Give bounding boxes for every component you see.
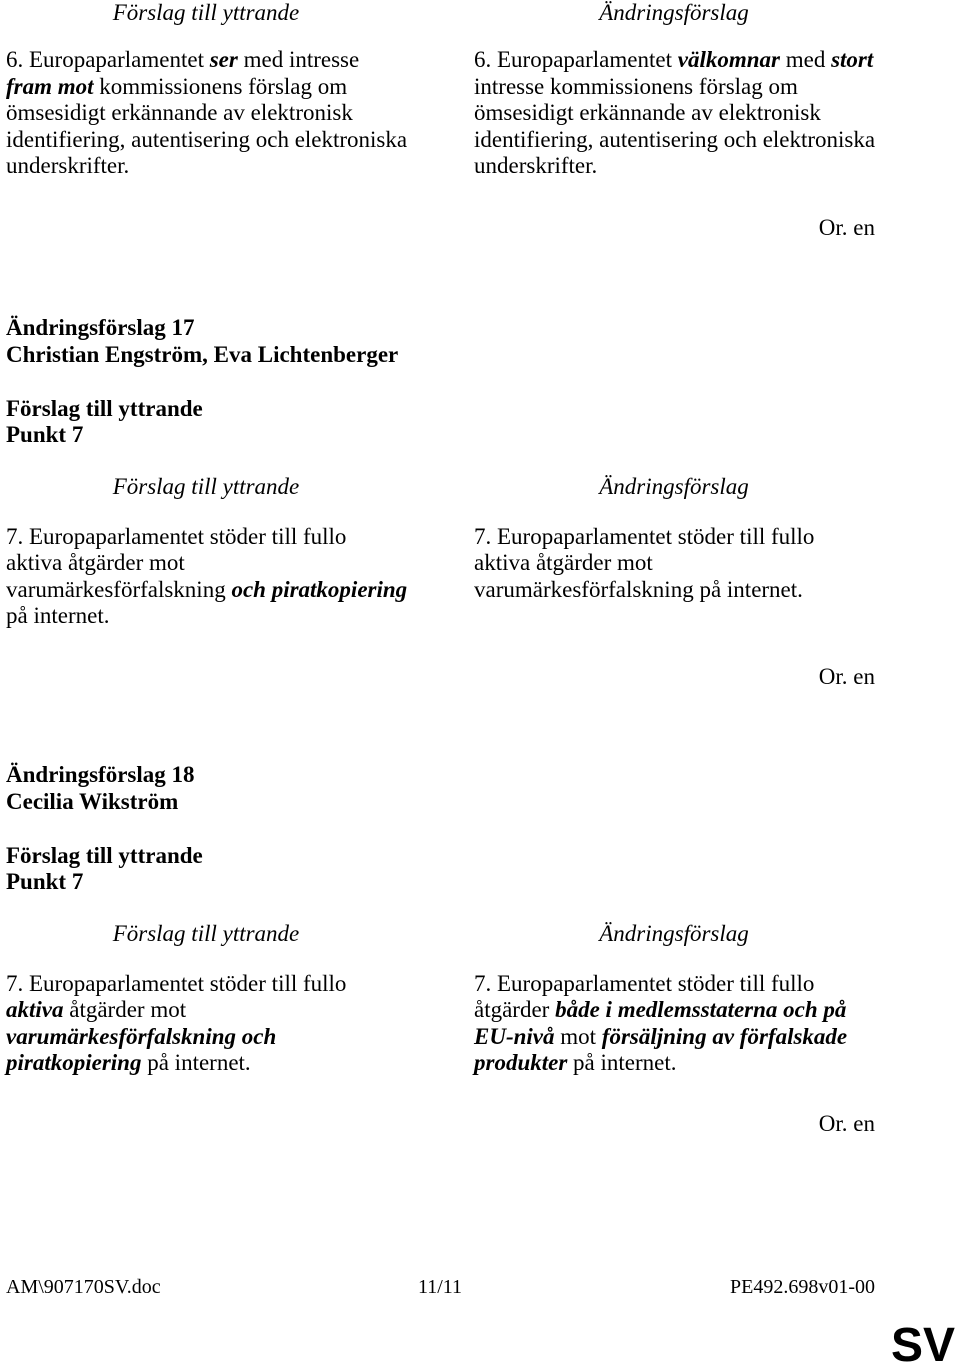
original-text xyxy=(6,971,406,1077)
text-line xyxy=(6,524,406,551)
text-segment: aktiva åtgärder mot xyxy=(474,550,653,575)
text-line xyxy=(6,127,406,154)
amendment-authors: Christian Engström, Eva Lichtenberger xyxy=(6,341,399,367)
text-line xyxy=(474,550,874,577)
language-code: SV xyxy=(890,1319,955,1372)
amendment-authors: Cecilia Wikström xyxy=(6,788,179,814)
amended-text: stort xyxy=(831,47,874,72)
column-header-amendment: Ändringsförslag xyxy=(599,473,749,499)
original-language: Or. en xyxy=(818,215,875,240)
text-segment: på internet. xyxy=(141,1050,251,1075)
text-line xyxy=(474,47,874,74)
text-line xyxy=(474,100,874,127)
text-segment: underskrifter. xyxy=(6,153,130,178)
amended-text: EU-nivå xyxy=(474,1023,555,1049)
text-segment: 6. Europaparlamentet xyxy=(6,47,210,72)
text-line xyxy=(474,524,874,551)
original-language: Or. en xyxy=(818,664,875,689)
amended-text: både i medlemsstaterna och på xyxy=(555,997,847,1022)
amended-text: varumärkesförfalskning och xyxy=(6,1023,277,1049)
original-language: Or. en xyxy=(818,1111,875,1136)
column-header-original: Förslag till yttrande xyxy=(112,473,300,499)
text-line xyxy=(474,74,874,101)
amended-point: Punkt 7 xyxy=(6,869,84,894)
document-reference: AM\907170SV.doc xyxy=(6,1276,161,1298)
text-line xyxy=(474,1024,874,1051)
text-line xyxy=(474,971,874,998)
text-line xyxy=(474,127,874,154)
amendment-title: Ändringsförslag 18 xyxy=(6,762,195,787)
amended-document: Förslag till yttrande xyxy=(6,842,203,868)
text-segment: aktiva åtgärder mot xyxy=(6,550,185,575)
text-line xyxy=(6,47,406,74)
text-segment: mot xyxy=(554,1023,602,1049)
amended-text: försäljning av förfalskade xyxy=(601,1023,848,1049)
amended-document: Förslag till yttrande xyxy=(6,395,203,421)
text-line xyxy=(474,577,874,604)
amended-text: piratkopiering xyxy=(6,1050,142,1075)
text-segment: 7. Europaparlamentet stöder till fullo xyxy=(6,523,347,549)
text-line xyxy=(6,74,406,101)
text-segment: identifiering, autentisering och elektroniska xyxy=(474,126,876,152)
text-segment: åtgärder mot xyxy=(63,997,187,1022)
amended-text: aktiva xyxy=(6,997,64,1022)
amendment-17 xyxy=(0,315,960,695)
text-line xyxy=(6,100,406,127)
text-segment: underskrifter. xyxy=(474,153,598,178)
text-line xyxy=(6,577,406,604)
text-segment: 7. Europaparlamentet stöder till fullo xyxy=(474,523,815,549)
text-segment: ömsesidigt erkännande av elektronisk xyxy=(6,100,353,125)
text-line xyxy=(6,997,406,1024)
original-text xyxy=(6,47,406,180)
text-line xyxy=(6,603,406,630)
text-segment: varumärkesförfalskning på internet. xyxy=(474,576,803,602)
text-line xyxy=(474,1050,874,1077)
amended-text: ser xyxy=(209,47,238,72)
text-segment: på internet. xyxy=(6,603,110,628)
amended-paragraph xyxy=(474,971,874,1077)
original-text xyxy=(6,524,406,630)
text-segment: åtgärder xyxy=(474,997,556,1022)
text-segment: identifiering, autentisering och elektroniska xyxy=(6,126,408,152)
page-number: 11/11 xyxy=(417,1276,463,1298)
text-segment: intresse kommissionens förslag om xyxy=(474,73,798,99)
amended-text: välkomnar xyxy=(677,47,780,72)
text-line xyxy=(474,997,874,1024)
column-header-amendment: Ändringsförslag xyxy=(599,920,749,946)
text-segment: 7. Europaparlamentet stöder till fullo xyxy=(474,970,815,996)
text-line xyxy=(6,1050,406,1077)
amendment-18 xyxy=(0,762,960,1142)
text-segment: kommissionens förslag om xyxy=(93,73,348,99)
column-header-amendment: Ändringsförslag xyxy=(599,0,749,25)
text-line xyxy=(6,1024,406,1051)
text-segment: 6. Europaparlamentet xyxy=(474,47,678,72)
amended-text: produkter xyxy=(474,1050,568,1075)
amended-paragraph xyxy=(474,524,874,604)
amended-paragraph xyxy=(474,47,874,180)
text-line xyxy=(6,550,406,577)
text-line xyxy=(6,971,406,998)
text-segment: varumärkesförfalskning xyxy=(6,576,232,602)
text-segment: med xyxy=(779,47,832,72)
pe-reference: PE492.698v01-00 xyxy=(730,1276,875,1298)
amended-text: fram mot xyxy=(6,73,94,99)
text-segment: med intresse xyxy=(237,47,360,72)
text-segment: på internet. xyxy=(567,1050,677,1075)
amended-point: Punkt 7 xyxy=(6,422,84,447)
text-segment: 7. Europaparlamentet stöder till fullo xyxy=(6,970,347,996)
column-header-original: Förslag till yttrande xyxy=(112,0,300,25)
text-line xyxy=(474,153,874,180)
text-line xyxy=(6,153,406,180)
amended-text: och piratkopiering xyxy=(231,576,408,602)
text-segment: ömsesidigt erkännande av elektronisk xyxy=(474,100,821,125)
column-header-original: Förslag till yttrande xyxy=(112,920,300,946)
amendment-title: Ändringsförslag 17 xyxy=(6,315,195,340)
